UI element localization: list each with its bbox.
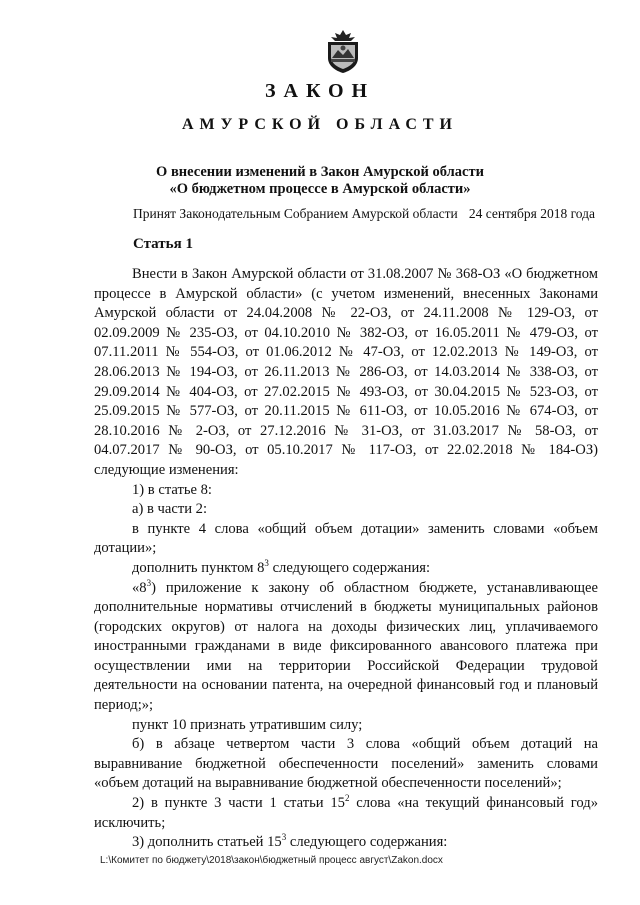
item-3-text: 3) дополнить статьей 15 [132,834,282,851]
law-subject [0,164,640,198]
item-1a-text: в пункте 4 слова «общий объем дотации» заменить словами «объем дотации»; [94,520,598,557]
item-1a: а) в части 2: [132,501,208,518]
add-point-paragraph [94,559,598,579]
item-3-sup: 3 [281,832,287,843]
item-1b: б) в абзаце четвертом части 3 слова «общий объем дотаций на выравнивание бюджетной обеспеченности поселений» заменить словами «объем дотаций на выравнивание бюджетной обеспеченности поселений»; [94,736,598,792]
item-3-text-end: следующего содержания: [286,834,448,851]
document-type-title: ЗАКОН [264,80,376,102]
item-2-sup: 2 [344,793,350,804]
intro-paragraph: Внести в Закон Амурской области от 31.08.2007 № 368-ОЗ «О бюджетном процессе в Амурской области» (с учетом изменений, внесенных Законами Амурской области от 24.04.2008 № 22-ОЗ, от 24.11.2008 № 129-ОЗ, от 02.09.2009 № 235-ОЗ, от 04.10.2010 № 382-ОЗ, от 16.05.2011 № 479-ОЗ, от 07.11.2011 № 554-ОЗ, от 01.06.2012 № 47-ОЗ, от 12.02.2013 № 149-ОЗ, от 28.06.2013 № 194-ОЗ, от 26.11.2013 № 286-ОЗ, от 14.03.2014 № 338-ОЗ, от 29.09.2014 № 404-ОЗ, от 27.02.2015 № 493-ОЗ, от 30.04.2015 № 523-ОЗ, от 25.09.2015 № 577-ОЗ, от 20.11.2015 № 611-ОЗ, от 10.05.2016 № 674-ОЗ, от 28.10.2016 № 2-ОЗ, от 27.12.2016 № 31-ОЗ, от 31.03.2017 № 58-ОЗ, от 04.07.2017 № 90-ОЗ, от 05.10.2017 № 117-ОЗ, от 22.02.2018 № 184-ОЗ) следующие изменения: [94,266,598,478]
adoption-date: 24 сентября 2018 года [468,206,595,221]
subject-line-2: «О бюджетном процессе в Амурской области» [169,181,471,197]
adopted-by: Принят Законодательным Собранием Амурской области [133,206,458,221]
item-2-text-end: слова «на текущий финансовый год» исключить; [94,795,598,831]
quoted-point-open: «8 [132,579,147,596]
item-2-text: 2) в пункте 3 части 1 статьи 15 [132,795,345,812]
adoption-line [133,206,595,222]
point-10-repeal: пункт 10 признать утратившим силу; [132,716,363,733]
article-body [94,265,598,853]
quoted-point-sup: 3 [146,577,152,588]
add-point-text-end: следующего содержания: [268,559,431,576]
item-3 [94,833,598,853]
item-2 [94,794,598,833]
file-path-footer: L:\Комитет по бюджету\2018\закон\бюджетный процесс август\Zakon.docx [100,855,443,866]
item-1: 1) в статье 8: [132,481,212,498]
quoted-point [94,579,598,716]
add-point-sup: 3 [264,557,269,568]
subject-line-1: О внесении изменений в Закон Амурской области [156,164,484,180]
coat-of-arms-icon [322,28,364,74]
article-heading: Статья 1 [133,236,193,252]
quoted-point-text: ) приложение к закону об областном бюджете, устанавливающее дополнительные нормативы отчислений в бюджеты муниципальных районов (городских округов) от налога на доходы физических лиц, уплачиваемого иностранными гражданами в виде фиксированного авансового платежа при осуществлении ими на территории Российской Федерации трудовой деятельности на основании патента, на очередной финансовый год и плановый период;»; [94,579,598,714]
region-title: АМУРСКОЙ ОБЛАСТИ [182,116,458,133]
add-point-text: дополнить пунктом 8 [132,559,265,576]
